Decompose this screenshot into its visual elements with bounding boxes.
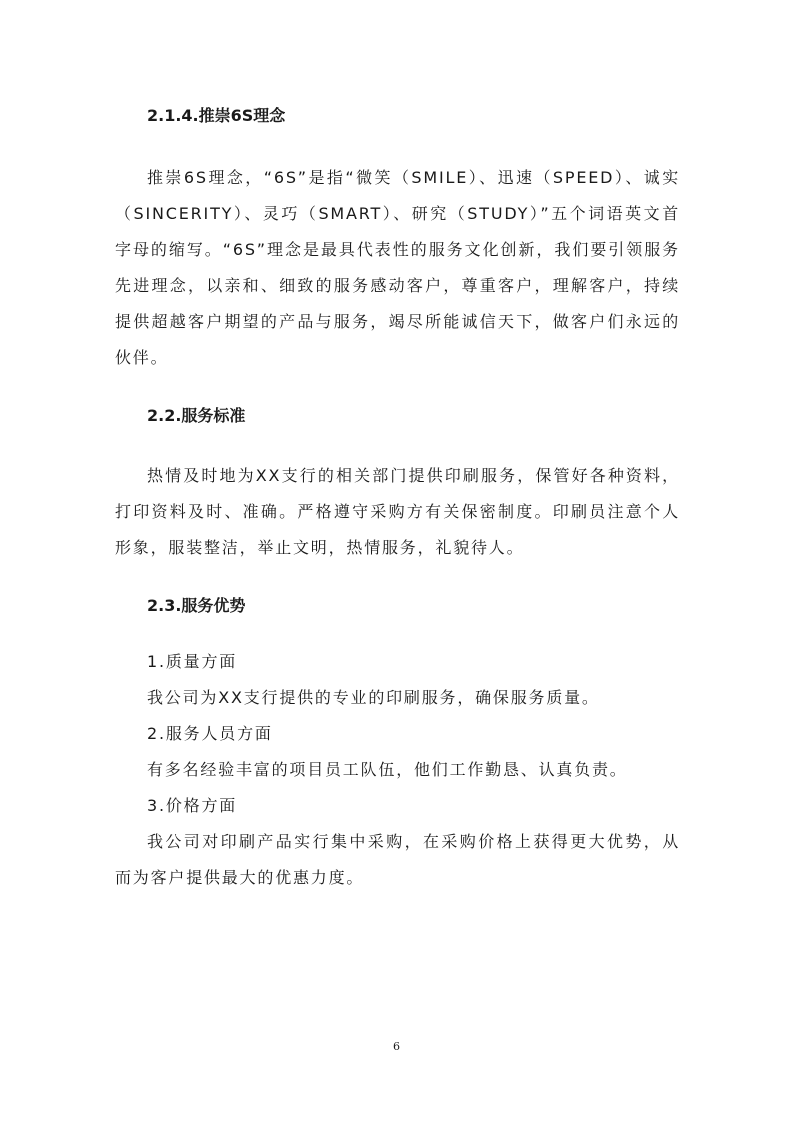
page-content bbox=[115, 100, 680, 896]
section-heading-2-3: 2.3.服务优势 bbox=[147, 596, 246, 615]
section-paragraph-2-1-4: 推崇6S理念，“6S”是指“微笑（SMILE）、迅速（SPEED）、诚实（SINCERITY）、灵巧（SMART）、研究（STUDY）”五个词语英文首字母的缩写。“6S”理念是最具代表性的服务文化创新，我们要引领服务先进理念，以亲和、细致的服务感动客户，尊重客户，理解客户，持续提供超越客户期望的产品与服务，竭尽所能诚信天下，做客户们永远的伙伴。 bbox=[115, 168, 680, 367]
spacer bbox=[115, 432, 680, 458]
section-paragraph-2-2: 热情及时地为XX支行的相关部门提供印刷服务，保管好各种资料，打印资料及时、准确。严格遵守采购方有关保密制度。印刷员注意个人形象，服装整洁，举止文明，热情服务，礼貌待人。 bbox=[115, 466, 680, 557]
section-heading-2-2: 2.2.服务标准 bbox=[147, 406, 246, 425]
advantage-text-staff: 有多名经验丰富的项目员工队伍，他们工作勤恳、认真负责。 bbox=[147, 760, 628, 779]
section-heading-2-1-4: 2.1.4.推崇6S理念 bbox=[147, 106, 286, 125]
advantage-title-price: 3.价格方面 bbox=[147, 796, 238, 815]
advantage-text-quality: 我公司为XX支行提供的专业的印刷服务，确保服务质量。 bbox=[147, 688, 600, 707]
spacer bbox=[115, 566, 680, 590]
page-number: 6 bbox=[393, 1040, 400, 1053]
spacer bbox=[115, 622, 680, 644]
spacer bbox=[115, 376, 680, 400]
advantage-text-price: 我公司对印刷产品实行集中采购，在采购价格上获得更大优势，从而为客户提供最大的优惠力度。 bbox=[115, 832, 680, 887]
spacer bbox=[115, 132, 680, 160]
advantage-title-staff: 2.服务人员方面 bbox=[147, 724, 273, 743]
advantage-title-quality: 1.质量方面 bbox=[147, 652, 238, 671]
